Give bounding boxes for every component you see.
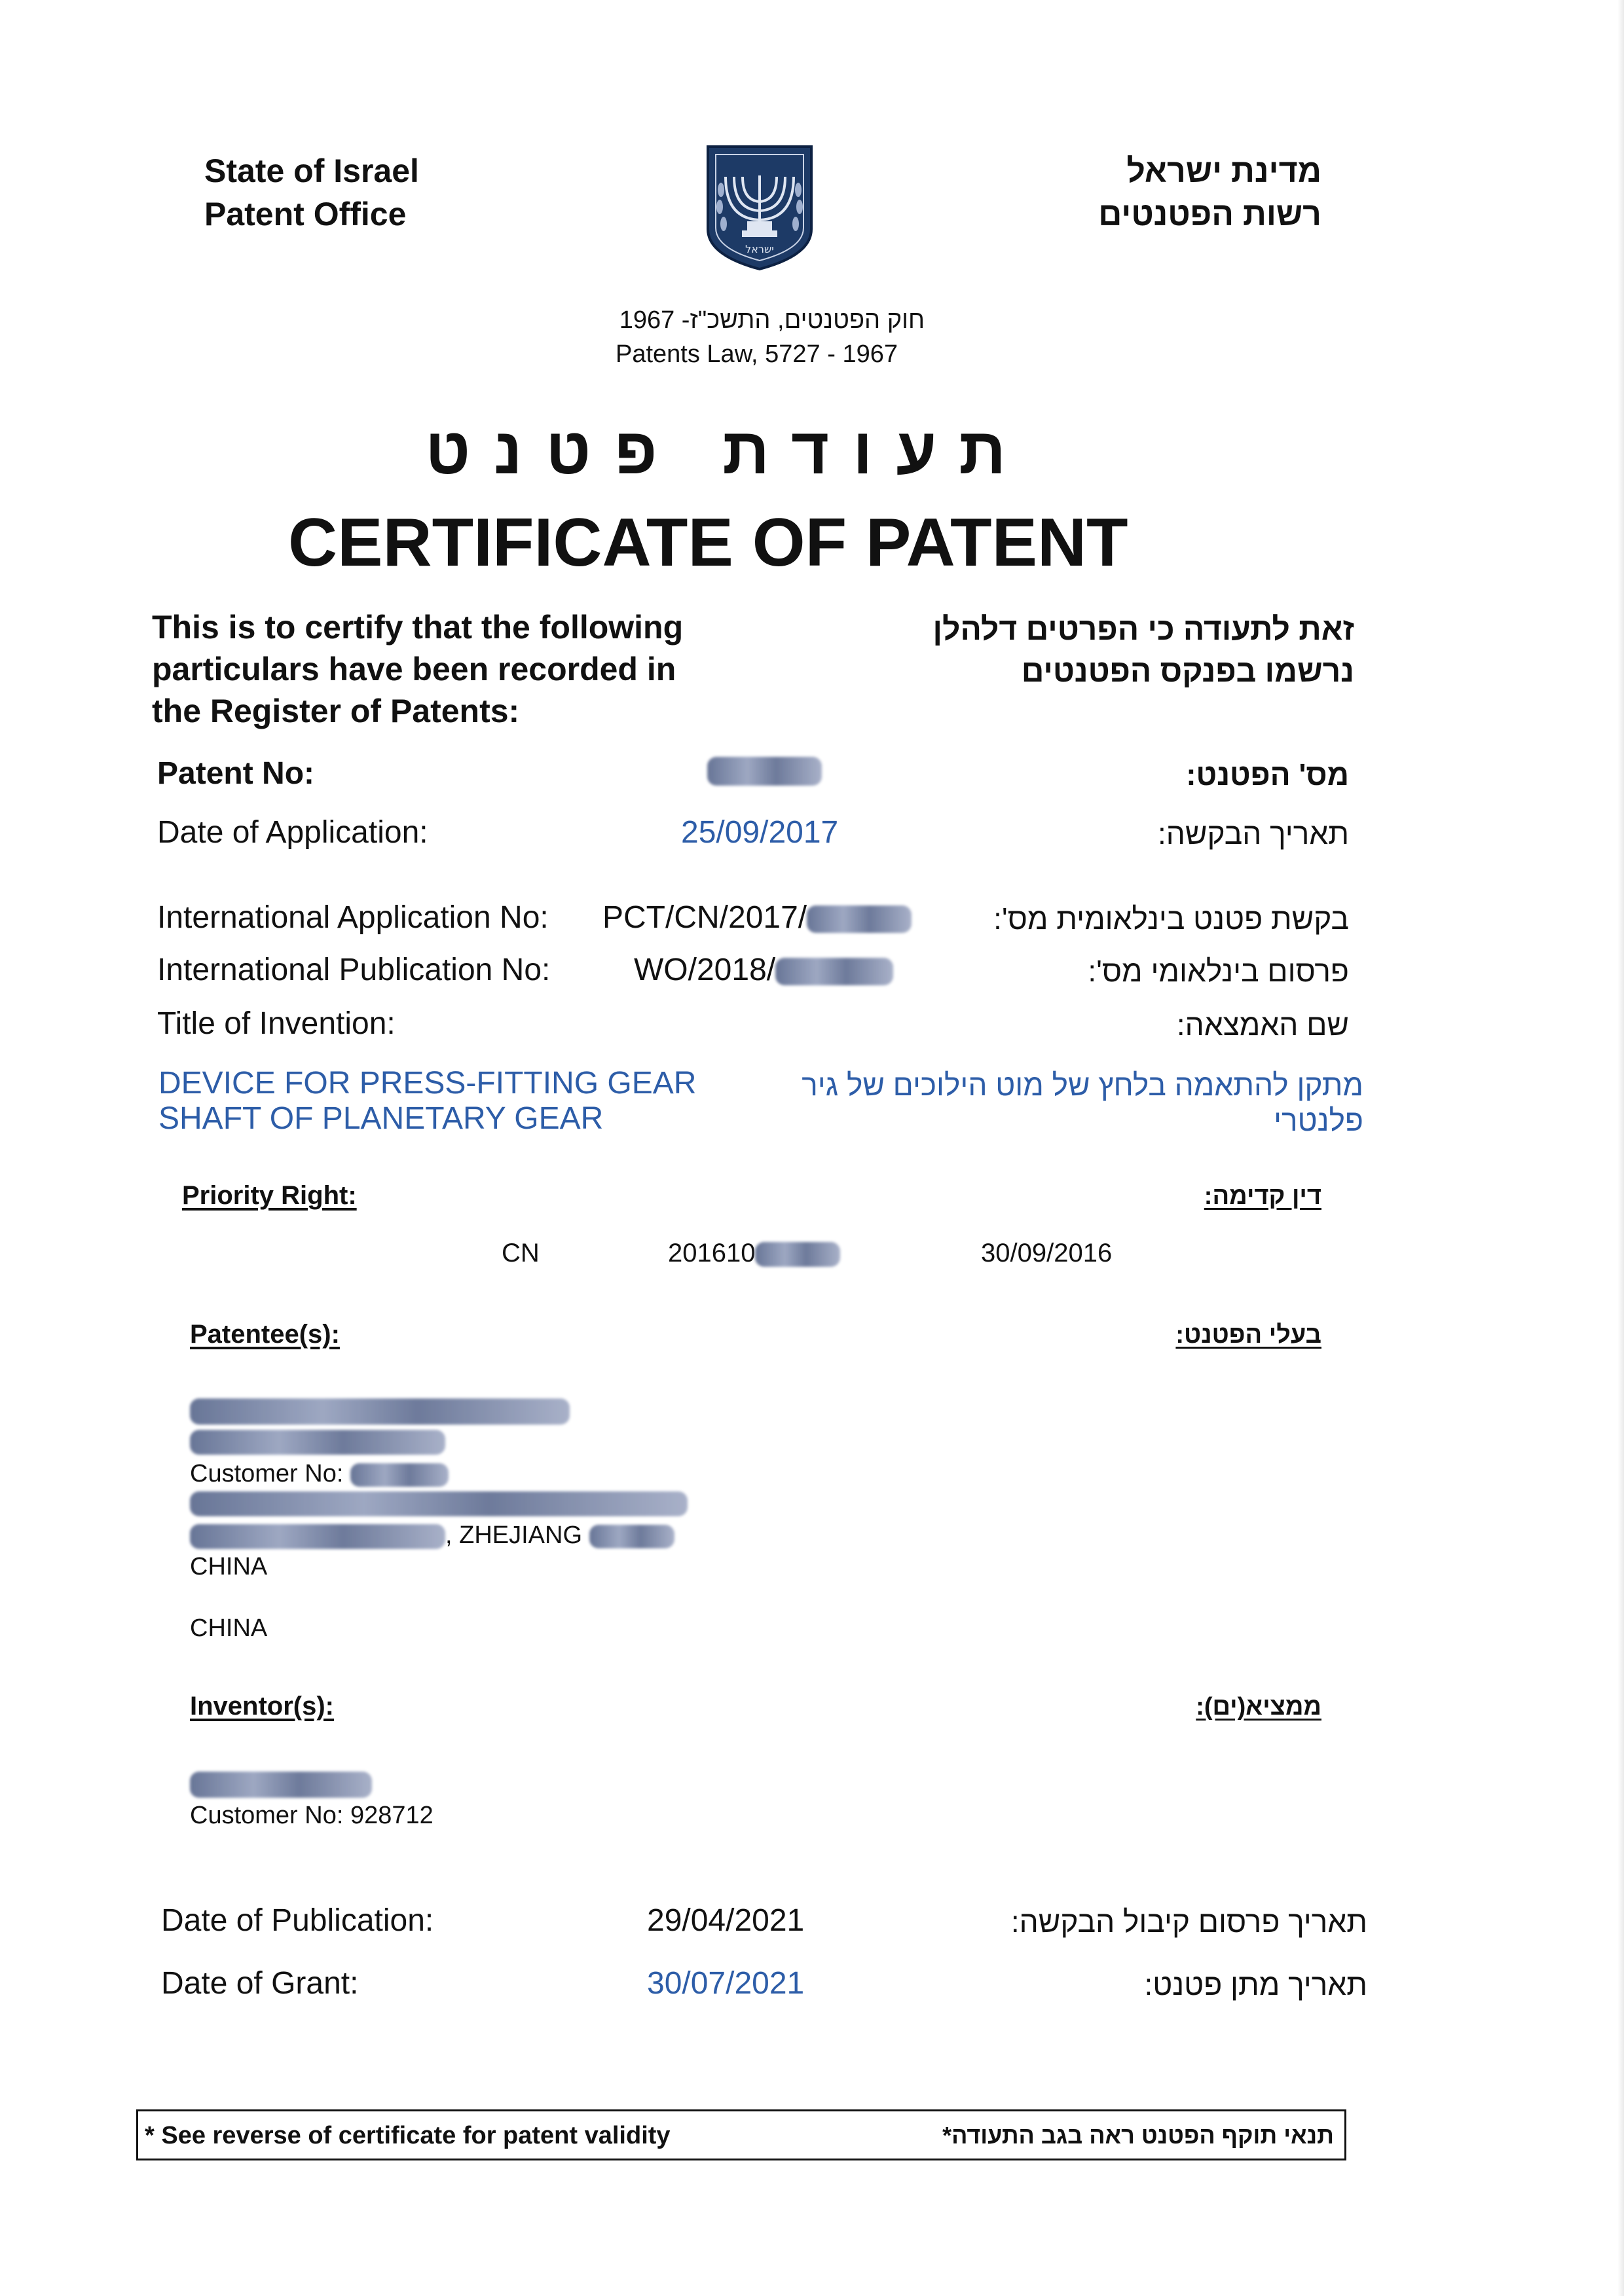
priority-number-text: 201610 xyxy=(668,1239,756,1267)
date-application-label: Date of Application: xyxy=(157,815,428,850)
inventor-name-redacted xyxy=(190,1772,372,1798)
patentee-customer-no-label: Customer No: xyxy=(190,1460,344,1487)
intro-en xyxy=(152,606,683,732)
inventor-label-he: ממציא(ים): xyxy=(1196,1693,1321,1721)
redacted-mark xyxy=(190,1430,445,1455)
invention-title-he-line-1: מתקן להתאמה בלחץ של מוט הילוכים של גיר xyxy=(802,1068,1363,1102)
patentee-name-redacted-2 xyxy=(190,1430,445,1455)
publication-date-label-he: תאריך פרסום קיבול הבקשה: xyxy=(1010,1904,1367,1939)
redacted-mark xyxy=(707,757,822,786)
redacted-mark xyxy=(190,1491,688,1516)
redacted-mark xyxy=(190,1398,570,1425)
redacted-mark xyxy=(190,1524,445,1549)
patentee-country-1: CHINA xyxy=(190,1553,268,1580)
law-en: Patents Law, 5727 - 1967 xyxy=(616,340,898,368)
priority-label-he: דין קדימה: xyxy=(1204,1182,1321,1210)
patent-no-value xyxy=(707,757,822,786)
intl-app-label: International Application No: xyxy=(157,900,549,935)
grant-date-label: Date of Grant: xyxy=(161,1966,359,2001)
patentee-customer-no xyxy=(190,1460,449,1488)
patentee-label-he: בעלי הפטנט: xyxy=(1175,1321,1321,1349)
redacted-mark xyxy=(807,905,912,933)
patentee-country-2: CHINA xyxy=(190,1614,268,1642)
issuer-en xyxy=(204,149,419,236)
intl-app-label-he: בקשת פטנט בינלאומית מס': xyxy=(993,902,1349,936)
patentee-label: Patentee(s): xyxy=(190,1320,340,1349)
priority-date: 30/09/2016 xyxy=(981,1239,1113,1267)
intro-en-line-2: particulars have been recorded in xyxy=(152,651,676,687)
invention-title-he-line-2: פלנטרי xyxy=(1274,1103,1363,1137)
intro-en-line-3: the Register of Patents: xyxy=(152,693,520,729)
publication-date-value: 29/04/2021 xyxy=(647,1903,805,1938)
intl-app-value-text: PCT/CN/2017/ xyxy=(602,900,807,935)
redacted-mark xyxy=(589,1525,674,1548)
redacted-mark xyxy=(190,1772,372,1798)
title-of-invention-label: Title of Invention: xyxy=(157,1006,396,1041)
redacted-mark xyxy=(775,958,893,985)
patentee-name-redacted xyxy=(190,1398,570,1425)
issuer-he xyxy=(1098,149,1321,236)
issuer-office-en: Patent Office xyxy=(204,196,407,232)
redacted-mark xyxy=(755,1242,840,1267)
date-application-value: 25/09/2017 xyxy=(681,815,839,850)
invention-title-he xyxy=(802,1067,1363,1138)
invention-title-en xyxy=(158,1066,696,1137)
emblem-text: ישראל xyxy=(745,243,774,255)
page-edge xyxy=(1617,0,1624,2296)
issuer-office-he: רשות הפטנטים xyxy=(1098,196,1321,232)
issuer-state-en: State of Israel xyxy=(204,153,419,189)
patentee-address-line xyxy=(190,1522,674,1550)
priority-number xyxy=(668,1239,840,1268)
invention-title-en-line-2: SHAFT OF PLANETARY GEAR xyxy=(158,1101,604,1136)
priority-country: CN xyxy=(502,1239,540,1267)
issuer-state-he: מדינת ישראל xyxy=(1126,153,1321,189)
intl-pub-value xyxy=(634,952,893,988)
title-en: CERTIFICATE OF PATENT xyxy=(288,505,1128,581)
redacted-mark xyxy=(350,1463,449,1487)
intl-pub-label-he: פרסום בינלאומי מס': xyxy=(1088,954,1349,988)
validity-notice-he: תנאי תוקף הפטנט ראה בגב התעודה* xyxy=(942,2122,1334,2149)
patentee-address-redacted xyxy=(190,1491,688,1516)
patent-no-label-he: מס' הפטנט: xyxy=(1186,757,1349,792)
inventor-customer-no: Customer No: 928712 xyxy=(190,1802,434,1829)
invention-title-en-line-1: DEVICE FOR PRESS-FITTING GEAR xyxy=(158,1066,697,1101)
patentee-province: , ZHEJIANG xyxy=(445,1522,583,1549)
intro-he xyxy=(933,609,1354,693)
intro-en-line-1: This is to certify that the following xyxy=(152,609,684,646)
inventor-label: Inventor(s): xyxy=(190,1692,334,1721)
publication-date-label: Date of Publication: xyxy=(161,1903,434,1938)
intro-he-line-2: נרשמו בפנקס הפטנטים xyxy=(1021,654,1354,689)
law-he: חוק הפטנטים, התשכ"ז- 1967 xyxy=(619,306,925,334)
intl-pub-label: International Publication No: xyxy=(157,953,551,987)
priority-label: Priority Right: xyxy=(182,1181,357,1210)
state-emblem-icon xyxy=(704,144,815,272)
title-of-invention-label-he: שם האמצאה: xyxy=(1176,1008,1349,1042)
grant-date-label-he: תאריך מתן פטנט: xyxy=(1144,1967,1367,2001)
intl-app-value xyxy=(602,900,912,936)
intro-he-line-1: זאת לתעודה כי הפרטים דלהלן xyxy=(932,612,1354,647)
date-application-label-he: תאריך הבקשה: xyxy=(1157,816,1349,850)
title-he: תעודת פטנט xyxy=(425,414,1029,488)
validity-notice-box xyxy=(136,2109,1346,2160)
validity-notice-en: * See reverse of certificate for patent validity xyxy=(145,2122,671,2149)
grant-date-value: 30/07/2021 xyxy=(647,1966,805,2001)
patent-no-label: Patent No: xyxy=(157,756,314,791)
intl-pub-value-text: WO/2018/ xyxy=(634,953,776,987)
